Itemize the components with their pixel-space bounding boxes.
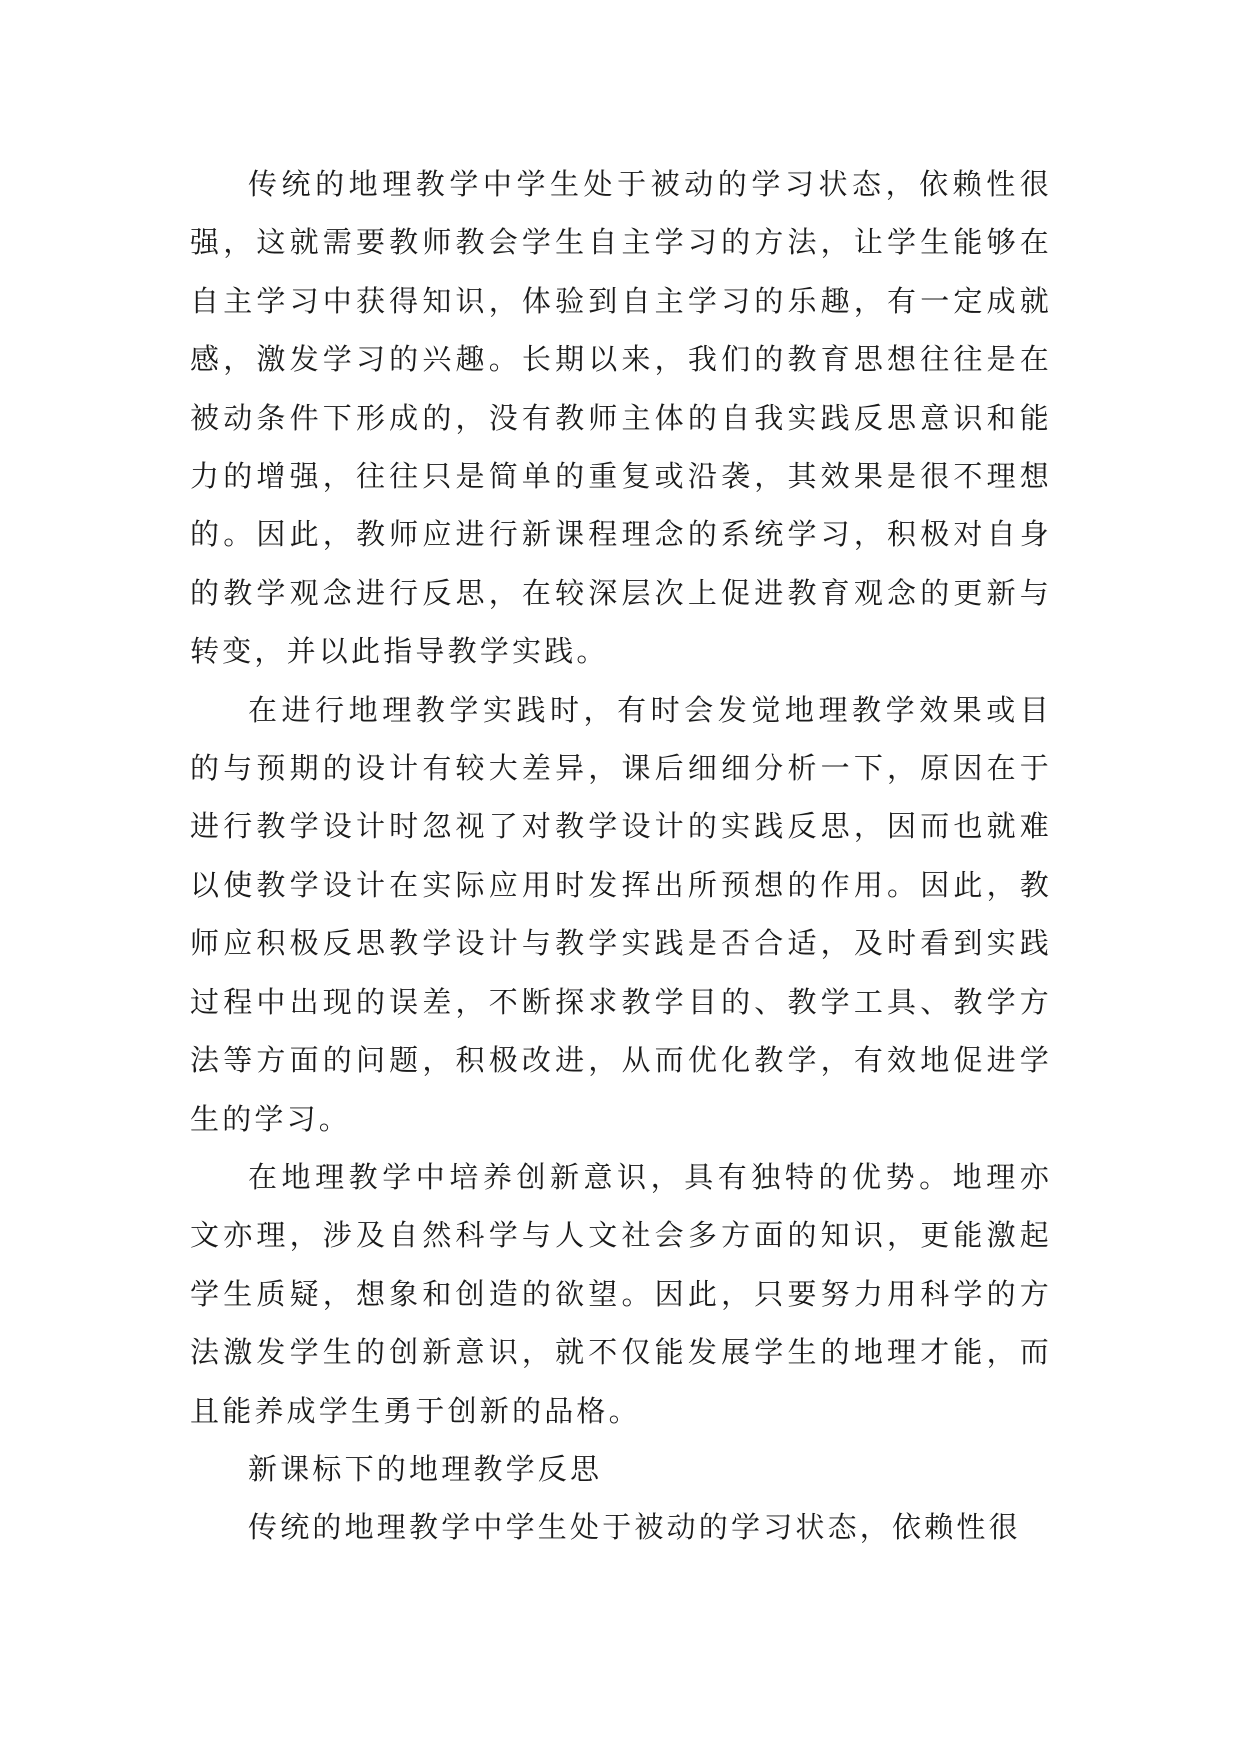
paragraph-2: 在进行地理教学实践时，有时会发觉地理教学效果或目的与预期的设计有较大差异，课后细细分析一下，原因在于进行教学设计时忽视了对教学设计的实践反思，因而也就难以使教学设计在实际应用时发挥出所预想的作用。因此，教师应积极反思教学设计与教学实践是否合适，及时看到实践过程中出现的误差，不断探求教学目的、教学工具、教学方法等方面的问题，积极改进，从而优化教学，有效地促进学生的学习。 xyxy=(190,692,1052,1136)
paragraph-1: 传统的地理教学中学生处于被动的学习状态，依赖性很强，这就需要教师教会学生自主学习的方法，让学生能够在自主学习中获得知识，体验到自主学习的乐趣，有一定成就感，激发学习的兴趣。长期以来，我们的教育思想往往是在被动条件下形成的，没有教师主体的自我实践反思意识和能力的增强，往往只是简单的重复或沿袭，其效果是很不理想的。因此，教师应进行新课程理念的系统学习，积极对自身的教学观念进行反思，在较深层次上促进教育观念的更新与转变，并以此指导教学实践。 xyxy=(190,167,1052,669)
paragraph-3: 在地理教学中培养创新意识，具有独特的优势。地理亦文亦理，涉及自然科学与人文社会多方面的知识，更能激起学生质疑，想象和创造的欲望。因此，只要努力用科学的方法激发学生的创新意识，就不仅能发展学生的地理才能，而且能养成学生勇于创新的品格。 xyxy=(190,1159,1052,1428)
section-heading: 新课标下的地理教学反思 xyxy=(248,1451,603,1486)
document-body xyxy=(190,155,1052,1557)
paragraph-4: 传统的地理教学中学生处于被动的学习状态，依赖性很 xyxy=(248,1510,1021,1545)
